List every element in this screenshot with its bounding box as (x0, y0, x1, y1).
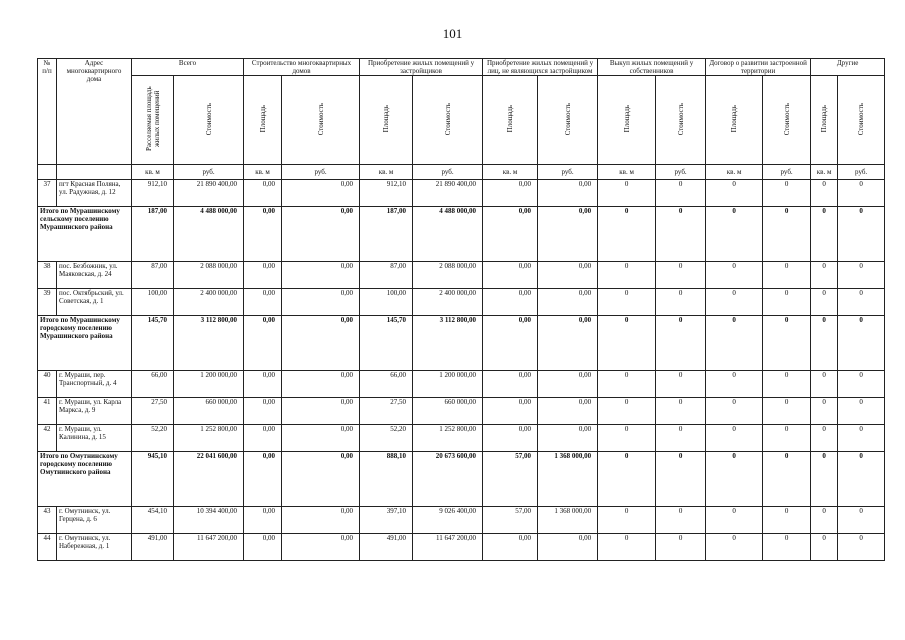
header-group-development-contract: Договор о развитии застроенной территории (706, 59, 811, 76)
header-group-total: Всего (132, 59, 244, 76)
cell-cost: 0 (763, 207, 811, 262)
cell-cost: 0,00 (538, 371, 598, 398)
cell-area: 145,70 (132, 316, 174, 371)
units-empty (38, 165, 57, 180)
cell-area: 0,00 (483, 534, 538, 561)
unit-area: кв. м (706, 165, 763, 180)
table-row (38, 180, 885, 207)
cell-area: 0,00 (244, 452, 282, 507)
cell-area: 0 (598, 534, 656, 561)
subheader-area: Площадь (706, 76, 763, 165)
table-row (38, 371, 885, 398)
cell-cost: 2 400 000,00 (174, 289, 244, 316)
table-row (38, 398, 885, 425)
unit-rub: руб. (763, 165, 811, 180)
cell-cost: 0 (763, 262, 811, 289)
page-number: 101 (442, 26, 463, 41)
row-number: 42 (38, 425, 57, 452)
cell-cost: 660 000,00 (413, 398, 483, 425)
cell-cost: 21 890 400,00 (413, 180, 483, 207)
cell-area: 491,00 (360, 534, 413, 561)
cell-cost: 0,00 (538, 180, 598, 207)
cell-area: 0 (811, 507, 838, 534)
cell-area: 0 (811, 289, 838, 316)
cell-cost: 0 (763, 180, 811, 207)
cell-area: 945,10 (132, 452, 174, 507)
cell-cost: 0,00 (282, 316, 360, 371)
subheader-area: Площадь (598, 76, 656, 165)
unit-rub: руб. (538, 165, 598, 180)
cell-cost: 20 673 600,00 (413, 452, 483, 507)
cell-cost: 0,00 (282, 262, 360, 289)
cell-cost: 1 252 800,00 (174, 425, 244, 452)
unit-rub: руб. (282, 165, 360, 180)
subheader-cost: Стоимость (174, 76, 244, 165)
cell-cost: 0,00 (538, 262, 598, 289)
row-number: 37 (38, 180, 57, 207)
cell-area: 0,00 (483, 316, 538, 371)
cell-area: 0,00 (483, 180, 538, 207)
subheader-cost: Стоимость (282, 76, 360, 165)
subtotal-label: Итого по Мурашинскому сельскому поселению Мурашинского района (38, 207, 132, 262)
cell-cost: 0 (838, 452, 885, 507)
units-empty (57, 165, 132, 180)
header-group-construction: Строительство многоквартирных домов (244, 59, 360, 76)
cell-cost: 0 (656, 534, 706, 561)
subheader-cost: Стоимость (763, 76, 811, 165)
subheader-resettled-area: Расселяемая площадь жилых помещений (132, 76, 174, 165)
cell-area: 0 (706, 180, 763, 207)
subheader-area: Площадь (244, 76, 282, 165)
cell-area: 912,10 (360, 180, 413, 207)
cell-cost: 0 (656, 289, 706, 316)
cell-area: 0,00 (244, 289, 282, 316)
header-no: № п/п (38, 59, 57, 165)
row-address: г. Омутнинск, ул. Герцена, д. 6 (57, 507, 132, 534)
cell-cost: 1 368 000,00 (538, 452, 598, 507)
cell-cost: 0 (838, 207, 885, 262)
cell-area: 912,10 (132, 180, 174, 207)
subheader-cost: Стоимость (838, 76, 885, 165)
row-address: пос. Октябрьский, ул. Советская, д. 1 (57, 289, 132, 316)
unit-area: кв. м (811, 165, 838, 180)
cell-cost: 0 (763, 316, 811, 371)
cell-cost: 0,00 (282, 289, 360, 316)
cell-cost: 0,00 (282, 371, 360, 398)
cell-cost: 0 (838, 534, 885, 561)
unit-rub: руб. (838, 165, 885, 180)
cell-area: 0 (598, 452, 656, 507)
cell-cost: 0 (763, 507, 811, 534)
cell-cost: 4 488 000,00 (413, 207, 483, 262)
cell-area: 0 (598, 507, 656, 534)
cell-cost: 0 (763, 398, 811, 425)
cell-cost: 0 (838, 262, 885, 289)
cell-cost: 0 (763, 452, 811, 507)
cell-cost: 0 (656, 452, 706, 507)
cell-area: 0 (598, 289, 656, 316)
unit-area: кв. м (598, 165, 656, 180)
cell-cost: 0 (656, 398, 706, 425)
unit-area: кв. м (483, 165, 538, 180)
cell-cost: 0 (656, 316, 706, 371)
row-number: 38 (38, 262, 57, 289)
cell-cost: 0,00 (282, 207, 360, 262)
header-row-groups (38, 59, 885, 76)
cell-area: 0 (598, 425, 656, 452)
cell-area: 87,00 (132, 262, 174, 289)
cell-cost: 1 252 800,00 (413, 425, 483, 452)
cell-area: 145,70 (360, 316, 413, 371)
unit-area: кв. м (244, 165, 282, 180)
cell-cost: 0,00 (538, 425, 598, 452)
cell-cost: 0,00 (282, 507, 360, 534)
cell-area: 187,00 (132, 207, 174, 262)
row-address: г. Мураши, ул. Калинина, д. 15 (57, 425, 132, 452)
cell-cost: 0 (838, 398, 885, 425)
row-number: 44 (38, 534, 57, 561)
cell-cost: 0 (838, 507, 885, 534)
cell-cost: 0 (763, 289, 811, 316)
cell-area: 0 (706, 289, 763, 316)
cell-cost: 10 394 400,00 (174, 507, 244, 534)
cell-area: 187,00 (360, 207, 413, 262)
cell-cost: 0 (763, 425, 811, 452)
cell-area: 0,00 (483, 207, 538, 262)
cell-area: 0 (706, 507, 763, 534)
row-number: 39 (38, 289, 57, 316)
cell-area: 0 (811, 534, 838, 561)
cell-area: 0 (598, 207, 656, 262)
cell-cost: 0 (838, 425, 885, 452)
cell-area: 66,00 (132, 371, 174, 398)
cell-area: 0,00 (244, 316, 282, 371)
cell-area: 0 (598, 398, 656, 425)
row-number: 41 (38, 398, 57, 425)
header-address: Адрес многоквартирного дома (57, 59, 132, 165)
header-group-buyout: Выкуп жилых помещений у собственников (598, 59, 706, 76)
cell-cost: 1 368 000,00 (538, 507, 598, 534)
subtotal-label: Итого по Мурашинскому городскому поселению Мурашинского района (38, 316, 132, 371)
cell-cost: 0 (838, 180, 885, 207)
cell-cost: 2 088 000,00 (174, 262, 244, 289)
subheader-cost: Стоимость (656, 76, 706, 165)
cell-cost: 0,00 (538, 398, 598, 425)
row-address: пгт Красная Поляна, ул. Радужная, д. 12 (57, 180, 132, 207)
subheader-area: Площадь (360, 76, 413, 165)
table-row (38, 262, 885, 289)
cell-cost: 0 (656, 262, 706, 289)
table-row (38, 534, 885, 561)
cell-area: 0 (811, 425, 838, 452)
cell-area: 0 (811, 398, 838, 425)
unit-rub: руб. (656, 165, 706, 180)
header-group-developers: Приобретение жилых помещений у застройщиков (360, 59, 483, 76)
subtotal-row (38, 316, 885, 371)
cell-area: 0 (598, 371, 656, 398)
cell-area: 0,00 (483, 398, 538, 425)
cell-area: 0,00 (483, 262, 538, 289)
cell-area: 0,00 (483, 425, 538, 452)
cell-area: 0 (706, 371, 763, 398)
cell-area: 100,00 (360, 289, 413, 316)
cell-area: 454,10 (132, 507, 174, 534)
cell-cost: 4 488 000,00 (174, 207, 244, 262)
cell-area: 52,20 (132, 425, 174, 452)
cell-cost: 0,00 (282, 180, 360, 207)
cell-area: 0 (598, 262, 656, 289)
cell-cost: 0,00 (282, 425, 360, 452)
cell-cost: 1 200 000,00 (174, 371, 244, 398)
cell-cost: 11 647 200,00 (413, 534, 483, 561)
cell-area: 0 (811, 452, 838, 507)
cell-cost: 0,00 (282, 534, 360, 561)
row-address: г. Мураши, ул. Карла Маркса, д. 9 (57, 398, 132, 425)
cell-area: 0,00 (483, 289, 538, 316)
cell-cost: 1 200 000,00 (413, 371, 483, 398)
cell-cost: 0 (656, 207, 706, 262)
cell-cost: 22 041 600,00 (174, 452, 244, 507)
cell-cost: 0,00 (538, 534, 598, 561)
resettlement-table (37, 58, 885, 561)
cell-area: 0 (706, 425, 763, 452)
cell-area: 0 (811, 207, 838, 262)
cell-area: 0,00 (244, 425, 282, 452)
cell-cost: 0 (656, 180, 706, 207)
cell-cost: 0 (763, 534, 811, 561)
subtotal-row (38, 452, 885, 507)
cell-cost: 0,00 (282, 452, 360, 507)
cell-area: 0 (706, 207, 763, 262)
cell-area: 0,00 (244, 371, 282, 398)
cell-area: 397,10 (360, 507, 413, 534)
header-row-sub (38, 76, 885, 165)
cell-area: 0,00 (244, 207, 282, 262)
cell-cost: 21 890 400,00 (174, 180, 244, 207)
cell-area: 66,00 (360, 371, 413, 398)
cell-area: 0 (706, 398, 763, 425)
unit-rub: руб. (413, 165, 483, 180)
cell-cost: 3 112 800,00 (174, 316, 244, 371)
subtotal-label: Итого по Омутнинскому городскому поселению Омутнинского района (38, 452, 132, 507)
cell-cost: 0 (656, 507, 706, 534)
cell-cost: 0 (838, 316, 885, 371)
header-group-non-developers: Приобретение жилых помещений у лиц, не являющихся застройщиком (483, 59, 598, 76)
subheader-cost: Стоимость (413, 76, 483, 165)
cell-cost: 0,00 (538, 207, 598, 262)
cell-cost: 0 (838, 371, 885, 398)
cell-area: 0,00 (483, 371, 538, 398)
cell-cost: 0 (656, 371, 706, 398)
cell-cost: 0 (656, 425, 706, 452)
cell-area: 27,50 (360, 398, 413, 425)
table-row (38, 289, 885, 316)
cell-cost: 11 647 200,00 (174, 534, 244, 561)
cell-area: 0 (706, 452, 763, 507)
cell-area: 491,00 (132, 534, 174, 561)
subheader-area: Площадь (483, 76, 538, 165)
cell-area: 57,00 (483, 507, 538, 534)
row-number: 43 (38, 507, 57, 534)
subtotal-row (38, 207, 885, 262)
cell-area: 87,00 (360, 262, 413, 289)
cell-cost: 2 088 000,00 (413, 262, 483, 289)
unit-area: кв. м (132, 165, 174, 180)
cell-area: 0 (811, 371, 838, 398)
cell-area: 0,00 (244, 507, 282, 534)
cell-area: 888,10 (360, 452, 413, 507)
cell-cost: 9 026 400,00 (413, 507, 483, 534)
unit-area: кв. м (360, 165, 413, 180)
row-address: г. Мураши, пер. Транспортный, д. 4 (57, 371, 132, 398)
cell-area: 0 (811, 262, 838, 289)
unit-rub: руб. (174, 165, 244, 180)
header-group-other: Другие (811, 59, 885, 76)
cell-cost: 2 400 000,00 (413, 289, 483, 316)
cell-cost: 660 000,00 (174, 398, 244, 425)
cell-cost: 0,00 (538, 316, 598, 371)
cell-area: 0 (706, 534, 763, 561)
cell-area: 0 (598, 180, 656, 207)
cell-area: 52,20 (360, 425, 413, 452)
subheader-area: Площадь (811, 76, 838, 165)
row-number: 40 (38, 371, 57, 398)
cell-cost: 0,00 (282, 398, 360, 425)
cell-area: 0 (811, 180, 838, 207)
cell-area: 100,00 (132, 289, 174, 316)
subheader-cost: Стоимость (538, 76, 598, 165)
row-address: пос. Безбожник, ул. Маяковская, д. 24 (57, 262, 132, 289)
cell-area: 0 (706, 316, 763, 371)
cell-cost: 3 112 800,00 (413, 316, 483, 371)
cell-area: 0 (811, 316, 838, 371)
cell-area: 0,00 (244, 180, 282, 207)
cell-area: 0 (706, 262, 763, 289)
cell-cost: 0 (763, 371, 811, 398)
cell-area: 0,00 (244, 534, 282, 561)
cell-area: 0,00 (244, 398, 282, 425)
cell-area: 27,50 (132, 398, 174, 425)
row-address: г. Омутнинск, ул. Набережная, д. 1 (57, 534, 132, 561)
cell-cost: 0 (838, 289, 885, 316)
table-row (38, 425, 885, 452)
table-row (38, 507, 885, 534)
cell-cost: 0,00 (538, 289, 598, 316)
cell-area: 0,00 (244, 262, 282, 289)
cell-area: 0 (598, 316, 656, 371)
cell-area: 57,00 (483, 452, 538, 507)
units-row (38, 165, 885, 180)
